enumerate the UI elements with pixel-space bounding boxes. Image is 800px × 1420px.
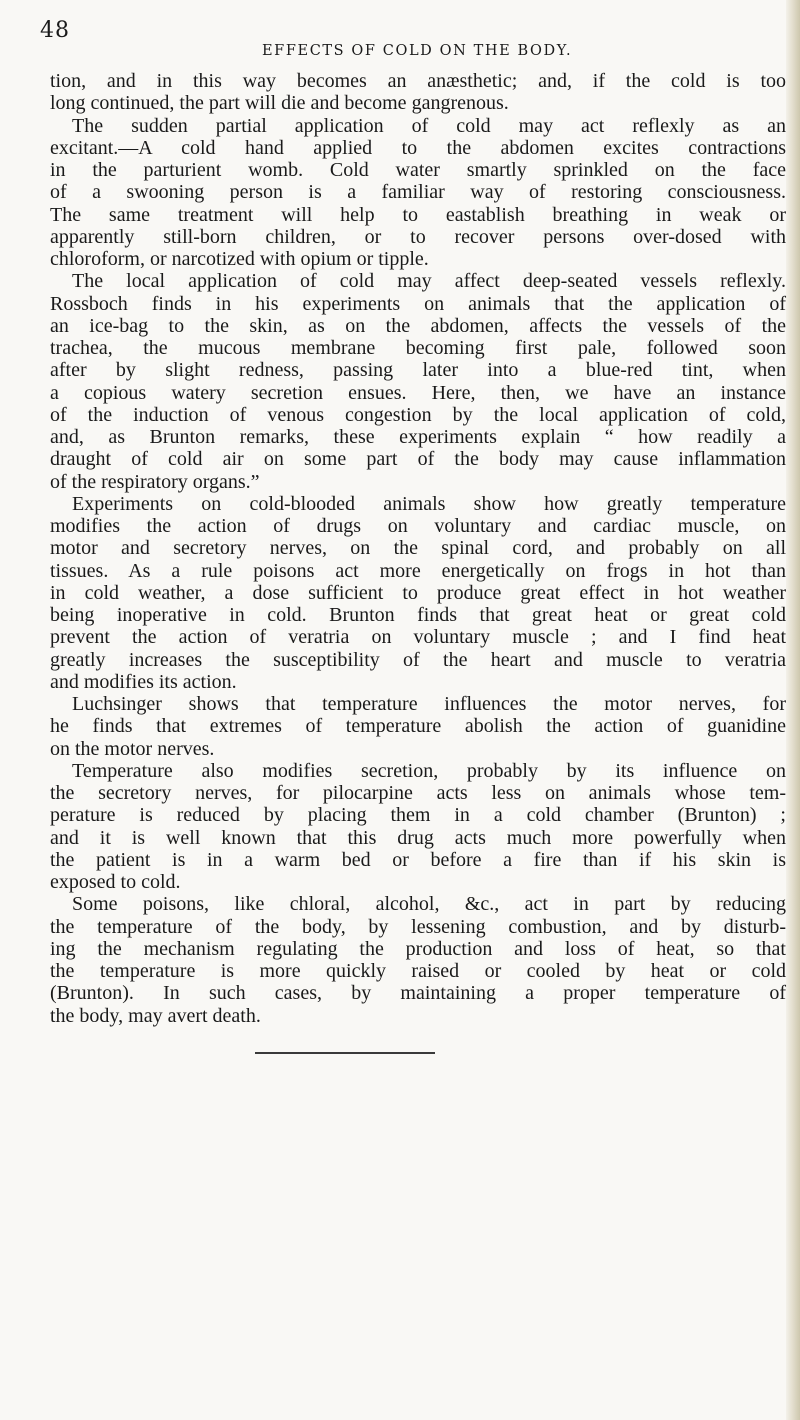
text-line: (Brunton). In such cases, by maintaining a proper temperature of <box>50 982 786 1005</box>
text-line: chloroform, or narcotized with opium or tipple. <box>50 248 429 270</box>
text-line: the temperature is more quickly raised or cooled by heat or cold <box>50 960 786 982</box>
text-line: long continued, the part will die and become gangrenous. <box>50 92 509 115</box>
text-line: tion, and in this way becomes an anæsthetic; and, if the cold is too <box>50 70 786 92</box>
text-line: tissues. As a rule poisons act more energetically on frogs in hot than <box>50 559 786 582</box>
page-edge-shadow <box>786 0 800 1420</box>
text-line: of the induction of venous congestion by the local application of cold, <box>50 403 786 426</box>
text-line: apparently still-born children, or to recover persons over-dosed with <box>50 225 786 248</box>
text-line: greatly increases the susceptibility of the heart and muscle to veratria <box>50 648 786 671</box>
section-end-rule <box>255 1052 435 1054</box>
text-line: motor and secretory nerves, on the spinal cord, and probably on all <box>50 537 786 560</box>
paragraph-start-line: Temperature also modifies secretion, probably by its influence on <box>72 759 786 782</box>
text-line: a copious watery secretion ensues. Here, then, we have an instance <box>50 381 786 404</box>
paragraph-start-line: Luchsinger shows that temperature influences the motor nerves, for <box>72 693 786 715</box>
text-line: he finds that extremes of temperature abolish the action of guanidine <box>50 715 786 738</box>
text-line: of a swooning person is a familiar way of restoring consciousness. <box>50 181 786 204</box>
text-line: the secretory nerves, for pilocarpine acts less on animals whose tem- <box>50 782 786 804</box>
text-line: after by slight redness, passing later into a blue-red tint, when <box>50 359 786 382</box>
text-line: the patient is in a warm bed or before a fire than if his skin is <box>50 848 786 871</box>
text-line: an ice-bag to the skin, as on the abdomen, affects the vessels of the <box>50 314 786 337</box>
text-line: on the motor nerves. <box>50 737 215 760</box>
text-line: of the respiratory organs.” <box>50 470 260 493</box>
paragraph-start-line: Experiments on cold-blooded animals show how greatly temperature <box>72 492 786 515</box>
text-line: The same treatment will help to eastablish breathing in weak or <box>50 203 786 226</box>
text-line: and it is well known that this drug acts much more powerfully when <box>50 826 786 849</box>
text-line: modifies the action of drugs on voluntary and cardiac muscle, on <box>50 515 786 537</box>
text-line: perature is reduced by placing them in a cold chamber (Brunton) ; <box>50 804 786 827</box>
text-line: Rossboch finds in his experiments on animals that the application of <box>50 292 786 315</box>
paragraph-start-line: The local application of cold may affect deep-seated vessels reflexly. <box>72 270 786 293</box>
body-text <box>50 70 786 1027</box>
text-line: being inoperative in cold. Brunton finds that great heat or great cold <box>50 604 786 626</box>
text-line: ing the mechanism regulating the production and loss of heat, so that <box>50 937 786 960</box>
text-line: prevent the action of veratria on voluntary muscle ; and I find heat <box>50 626 786 649</box>
text-line: in the parturient womb. Cold water smartly sprinkled on the face <box>50 159 786 181</box>
text-line: exposed to cold. <box>50 871 181 893</box>
text-line: trachea, the mucous membrane becoming first pale, followed soon <box>50 337 786 359</box>
text-line: and, as Brunton remarks, these experiments explain “ how readily a <box>50 426 786 448</box>
text-line: and modifies its action. <box>50 670 237 693</box>
text-line: the body, may avert death. <box>50 1004 261 1027</box>
text-line: draught of cold air on some part of the body may cause inflammation <box>50 448 786 471</box>
page-number: 48 <box>40 18 70 43</box>
text-line: the temperature of the body, by lessening combustion, and by disturb- <box>50 915 786 938</box>
text-line: in cold weather, a dose sufficient to produce great effect in hot weather <box>50 581 786 604</box>
running-head: EFFECTS OF COLD ON THE BODY. <box>262 43 573 59</box>
paragraph-start-line: The sudden partial application of cold may act reflexly as an <box>72 114 786 137</box>
text-line: excitant.—A cold hand applied to the abdomen excites contractions <box>50 136 786 159</box>
paragraph-start-line: Some poisons, like chloral, alcohol, &c., act in part by reducing <box>72 893 786 916</box>
